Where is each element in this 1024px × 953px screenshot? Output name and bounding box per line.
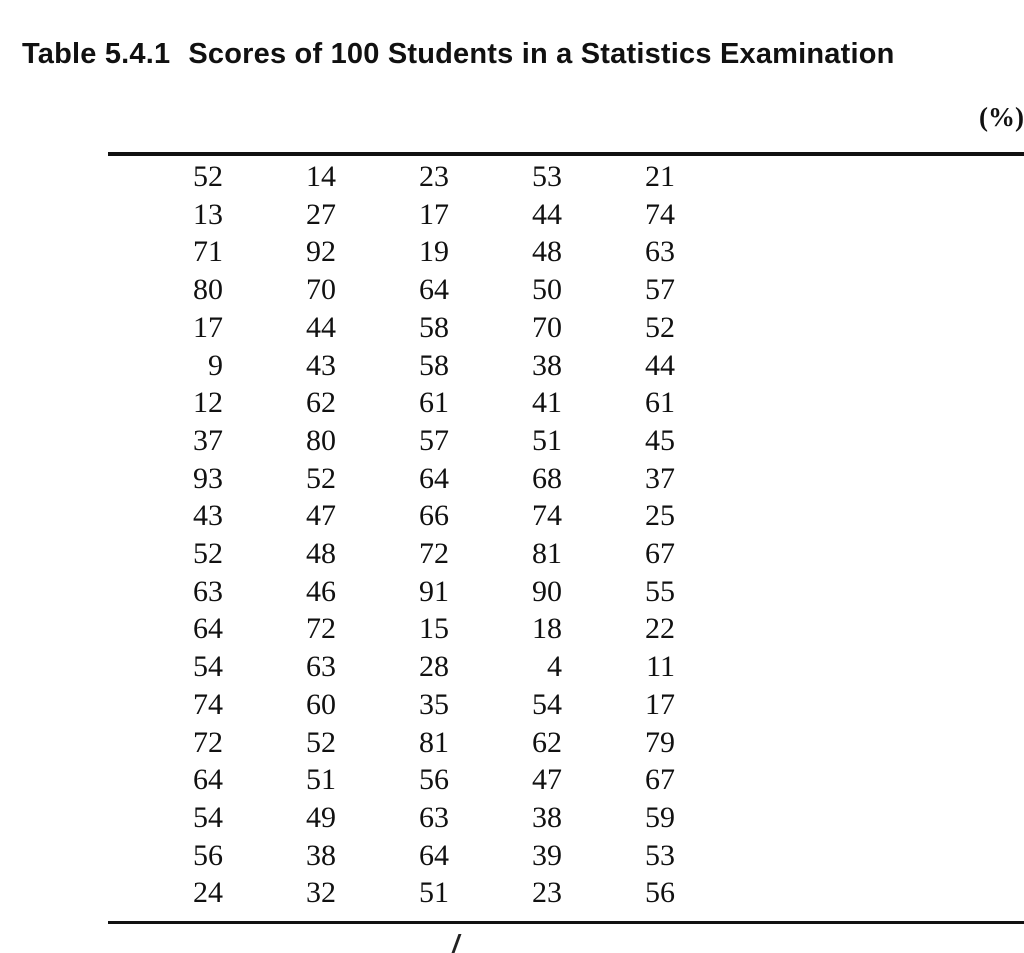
table-row (150, 535, 715, 573)
table-cell: 25 (645, 499, 675, 533)
table-cell: 64 (193, 612, 223, 646)
table-row (150, 648, 715, 686)
table-cell: 14 (306, 160, 336, 193)
table-cell: 64 (419, 273, 449, 307)
table-cell: 64 (419, 838, 449, 872)
table-cell: 63 (645, 235, 675, 269)
table-row (150, 384, 715, 422)
table-cell: 9 (208, 348, 223, 382)
table-cell: 63 (419, 800, 449, 834)
table-cell: 58 (419, 348, 449, 382)
table-cell: 13 (193, 197, 223, 231)
table-cell: 60 (306, 687, 336, 721)
table-cell: 72 (193, 725, 223, 759)
table-row (150, 460, 715, 498)
table-row (150, 422, 715, 460)
table-cell: 18 (532, 612, 562, 646)
table-caption (22, 38, 895, 71)
table-cell: 81 (532, 537, 562, 571)
table-cell: 52 (193, 537, 223, 571)
table-cell: 79 (645, 725, 675, 759)
table-cell: 81 (419, 725, 449, 759)
table-row (150, 158, 715, 196)
table-row (150, 347, 715, 385)
table-cell: 56 (193, 838, 223, 872)
table-cell: 47 (532, 763, 562, 797)
table-cell: 17 (193, 310, 223, 344)
table-cell: 62 (306, 386, 336, 420)
table-cell: 72 (306, 612, 336, 646)
table-cell: 52 (306, 725, 336, 759)
table-cell: 38 (532, 800, 562, 834)
unit-label: (%) (979, 102, 1024, 132)
table-cell: 46 (306, 574, 336, 608)
table-row (150, 573, 715, 611)
table-cell: 28 (419, 650, 449, 684)
table-cell: 24 (193, 876, 223, 910)
table-cell: 80 (193, 273, 223, 307)
table-cell: 67 (645, 763, 675, 797)
table-cell: 53 (645, 838, 675, 872)
table-row (150, 309, 715, 347)
table-cell: 56 (419, 763, 449, 797)
table-row (150, 271, 715, 309)
table-cell: 22 (645, 612, 675, 646)
table-cell: 44 (532, 197, 562, 231)
table-cell: 43 (306, 348, 336, 382)
table-cell: 80 (306, 423, 336, 457)
table-cell: 44 (645, 348, 675, 382)
table-cell: 52 (193, 160, 223, 193)
table-cell: 56 (645, 876, 675, 910)
table-cell: 74 (193, 687, 223, 721)
table-cell: 57 (419, 423, 449, 457)
table-cell: 55 (645, 574, 675, 608)
table-cell: 45 (645, 423, 675, 457)
table-cell: 49 (306, 800, 336, 834)
table-cell: 63 (193, 574, 223, 608)
table-cell: 11 (646, 650, 675, 684)
table-cell: 90 (532, 574, 562, 608)
table-title: Scores of 100 Students in a Statistics Examination (188, 38, 895, 70)
table-cell: 44 (306, 310, 336, 344)
table-cell: 17 (419, 197, 449, 231)
table-cell: 64 (193, 763, 223, 797)
table-cell: 17 (645, 687, 675, 721)
table-cell: 92 (306, 235, 336, 269)
table-cell: 23 (419, 160, 449, 193)
table-cell: 70 (306, 273, 336, 307)
table-cell: 52 (306, 461, 336, 495)
table-row (150, 761, 715, 799)
bottom-rule (108, 921, 1024, 924)
table-cell: 54 (193, 800, 223, 834)
table-cell: 66 (419, 499, 449, 533)
table-cell: 51 (419, 876, 449, 910)
table-cell: 32 (306, 876, 336, 910)
table-cell: 57 (645, 273, 675, 307)
table-cell: 38 (306, 838, 336, 872)
table-row (150, 874, 715, 912)
table-row (150, 837, 715, 875)
table-cell: 70 (532, 310, 562, 344)
table-cell: 67 (645, 537, 675, 571)
table-cell: 41 (532, 386, 562, 420)
table-cell: 72 (419, 537, 449, 571)
table-cell: 54 (532, 687, 562, 721)
table-cell: 35 (419, 687, 449, 721)
table-row (150, 610, 715, 648)
table-cell: 63 (306, 650, 336, 684)
table-cell: 74 (645, 197, 675, 231)
scores-table (150, 158, 715, 912)
table-cell: 50 (532, 273, 562, 307)
table-row (150, 686, 715, 724)
table-cell: 21 (645, 160, 675, 193)
table-number: Table 5.4.1 (22, 38, 171, 70)
table-cell: 19 (419, 235, 449, 269)
table-row (150, 724, 715, 762)
table-cell: 38 (532, 348, 562, 382)
table-row (150, 233, 715, 271)
table-cell: 43 (193, 499, 223, 533)
table-cell: 91 (419, 574, 449, 608)
page-mark (452, 934, 468, 953)
table-cell: 62 (532, 725, 562, 759)
scores-table-body (150, 158, 715, 912)
table-cell: 27 (306, 197, 336, 231)
table-cell: 74 (532, 499, 562, 533)
table-cell: 51 (532, 423, 562, 457)
table-row (150, 196, 715, 234)
table-cell: 71 (193, 235, 223, 269)
table-cell: 15 (419, 612, 449, 646)
table-cell: 48 (306, 537, 336, 571)
table-cell: 39 (532, 838, 562, 872)
table-cell: 53 (532, 160, 562, 193)
top-rule (108, 152, 1024, 156)
table-cell: 23 (532, 876, 562, 910)
table-cell: 64 (419, 461, 449, 495)
table-cell: 4 (547, 650, 562, 684)
table-cell: 68 (532, 461, 562, 495)
table-cell: 52 (645, 310, 675, 344)
table-cell: 37 (645, 461, 675, 495)
table-cell: 61 (645, 386, 675, 420)
table-cell: 59 (645, 800, 675, 834)
table-row (150, 497, 715, 535)
table-cell: 47 (306, 499, 336, 533)
table-cell: 58 (419, 310, 449, 344)
table-cell: 12 (193, 386, 223, 420)
table-cell: 51 (306, 763, 336, 797)
table-cell: 61 (419, 386, 449, 420)
table-row (150, 799, 715, 837)
table-cell: 48 (532, 235, 562, 269)
table-cell: 37 (193, 423, 223, 457)
table-cell: 54 (193, 650, 223, 684)
table-cell: 93 (193, 461, 223, 495)
